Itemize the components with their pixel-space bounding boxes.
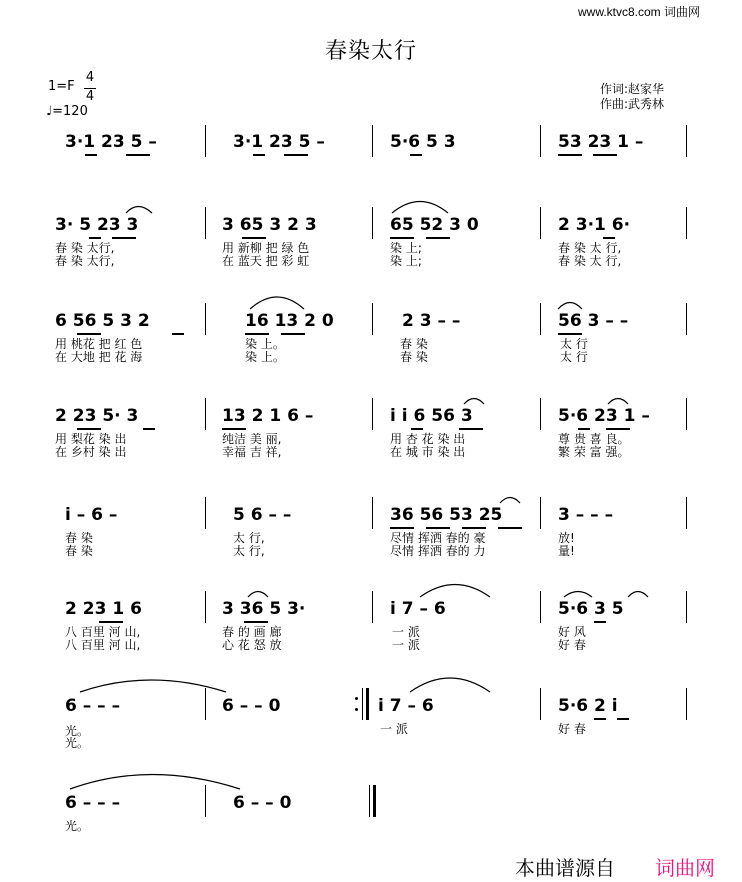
lyrics-verse-2: 春 染 太行, [55,254,115,268]
slur [248,592,268,598]
measure-notes: 5·6 5 3 [390,132,456,152]
measure-notes: 6 – – 0 [222,696,281,716]
measure-notes: 53 23 1 – [558,132,644,152]
time-signature-top: 4 [85,70,95,85]
composer-credit: 作曲:武秀林 [600,97,665,111]
measure-notes: 2 3·1 6· [558,215,631,235]
measure-notes: 2 23 1 6 [65,599,142,619]
measure-notes: 6 – – 0 [233,793,292,813]
lyricist-credit: 作词:赵家华 [600,82,665,96]
slur [558,303,582,310]
tie [70,775,240,790]
measure-notes: 5·6 2 i [558,696,618,716]
measure-notes: 3 65 3 2 3 [222,215,317,235]
slur [392,202,448,214]
lyrics-verse-1: 春 染 太行, [55,241,115,255]
lyrics-verse-2: 在 大地 把 花 海 [55,350,143,364]
lyrics-verse-2: 在 城 市 染 出 [390,445,466,459]
slur [628,592,648,598]
lyrics-verse-2: 在 乡村 染 出 [55,445,127,459]
lyrics-verse-2: 量! [558,544,575,558]
lyrics-verse-1: 尽情 挥洒 春的 豪 [390,531,486,545]
lyrics-verse-1: 春 染 [65,531,93,545]
lyrics-verse-1: 一 派 [392,625,420,639]
measure-notes: 3·1 23 5 – [65,132,157,152]
lyrics-verse-2: 八 百里 河 山, [65,638,141,652]
slur [410,678,490,692]
lyrics-verse-2: 太 行, [233,544,265,558]
measure-notes: i – 6 – [65,505,118,525]
slur [500,498,520,504]
lyrics-verse-1: 用 梨花 染 出 [55,432,127,446]
measure-notes: i 7 – 6 [390,599,446,619]
measure-notes: 6 – – – [65,696,121,716]
lyrics-verse-1: 用 桃花 把 红 色 [55,337,143,351]
lyrics-verse-2: 染 上。 [245,350,285,364]
lyrics-verse-1: 太 行 [560,337,588,351]
lyrics-verse-1: 光。 [65,724,90,738]
slur [564,592,592,598]
tempo-marking: ♩=120 [46,104,88,119]
lyrics-verse-1: 用 新柳 把 绿 色 [222,241,310,255]
lyrics-verse-2: 好 春 [558,638,586,652]
lyrics-verse-1: 一 派 [380,722,408,736]
measure-notes: i i 6 56 3 [390,406,473,426]
lyrics-verse-1: 光。 [65,819,90,833]
lyrics-verse-2: 染 上; [390,254,422,268]
lyrics-verse-1: 好 风 [558,625,586,639]
time-signature-bottom: 4 [85,89,95,104]
lyrics-verse-2: 一 派 [392,638,420,652]
lyrics-verse-1: 纯洁 美 丽, [222,432,282,446]
watermark-text: www.ktvc8.com 词曲网 [578,5,701,19]
lyrics-verse-2: 繁 荣 富 强。 [558,445,630,459]
footer-site-name: 词曲网 [655,856,715,880]
measure-notes: 56 3 – – [558,311,629,331]
measure-notes: 3 – – – [558,505,614,525]
lyrics-verse-1: 放! [558,531,575,545]
lyrics-verse-2: 在 蓝天 把 彩 虹 [222,254,310,268]
measure-notes: 5·6 3 5 [558,599,624,619]
lyrics-verse-1: 染 上; [390,241,422,255]
lyrics-verse-2: 春 染 [400,350,428,364]
measure-notes: 2 3 – – [402,311,461,331]
measure-notes: 65 52 3 0 [390,215,479,235]
lyrics-verse-1: 尊 贵 喜 良。 [558,432,630,446]
tie [80,680,226,692]
measure-notes: i 7 – 6 [378,696,434,716]
slur [608,399,628,405]
lyrics-verse-1: 好 春 [558,722,586,736]
measure-notes: 6 56 5 3 2 [55,311,150,331]
measure-notes: 2 23 5· 3 [55,406,139,426]
lyrics-verse-1: 八 百里 河 山, [65,625,141,639]
slur [420,585,490,598]
lyrics-verse-2: 尽情 挥洒 春的 力 [390,544,486,558]
lyrics-verse-1: 春 的 画 廊 [222,625,282,639]
measure-notes: 3· 5 23 3 [55,215,139,235]
lyrics-verse-2: 春 染 太 行, [558,254,622,268]
measure-notes: 16 13 2 0 [245,311,334,331]
measure-notes: 3·1 23 5 – [233,132,325,152]
lyrics-verse-1: 春 染 [400,337,428,351]
lyrics-verse-1: 太 行, [233,531,265,545]
lyrics-verse-2: 幸福 吉 祥, [222,445,282,459]
lyrics-verse-1: 春 染 太 行, [558,241,622,255]
measure-notes: 5·6 23 1 – [558,406,650,426]
slur [464,399,484,405]
slur [126,207,152,214]
measure-notes: 6 – – – [65,793,121,813]
measure-notes: 3 36 5 3· [222,599,306,619]
lyrics-verse-2: 心 花 怒 放 [222,638,282,652]
lyrics-verse-2: 春 染 [65,544,93,558]
measure-notes: 5 6 – – [233,505,292,525]
measure-notes: 36 56 53 25 [390,505,503,525]
lyrics-verse-2: 太 行 [560,350,588,364]
lyrics-verse-1: 用 杏 花 染 出 [390,432,466,446]
key-signature: 1=F [48,79,75,94]
measure-notes: 13 2 1 6 – [222,406,314,426]
song-title: 春染太行 [324,39,417,64]
lyrics-verse-1: 染 上。 [245,337,285,351]
lyrics-verse-2: 光。 [65,736,90,750]
footer-source-label: 本曲谱源自 [515,856,615,880]
slur [250,297,304,309]
